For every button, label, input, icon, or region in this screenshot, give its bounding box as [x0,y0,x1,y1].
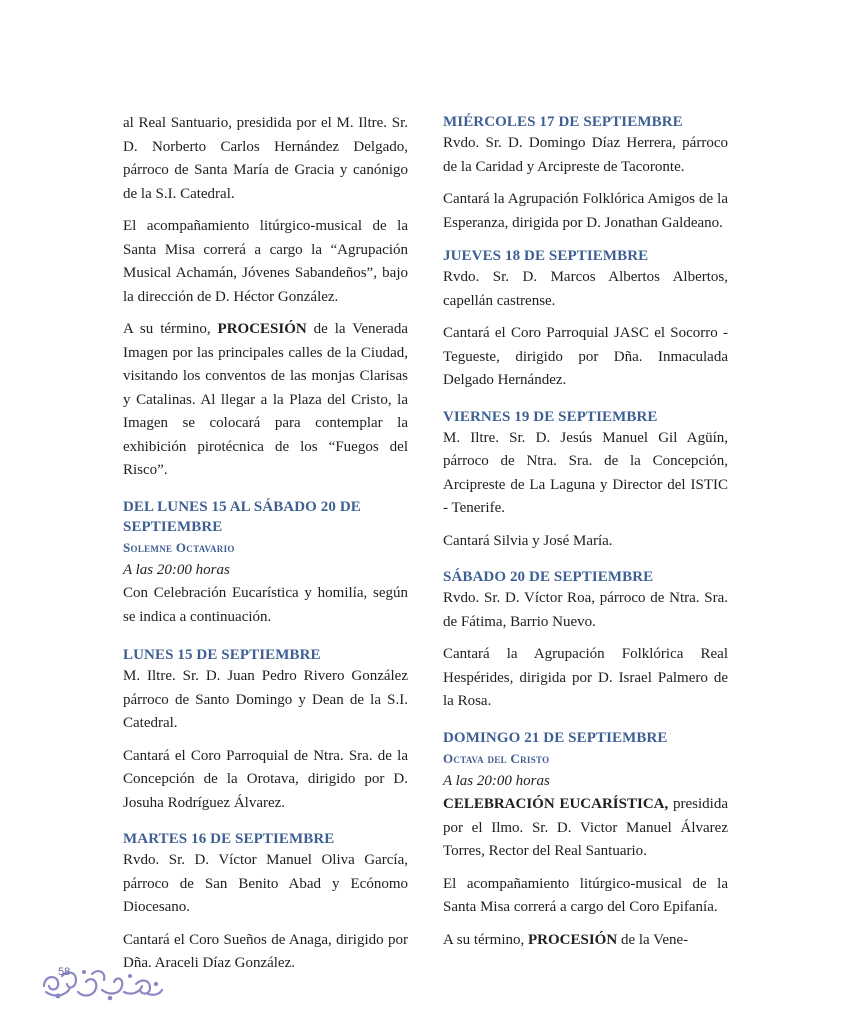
intro-procession-paragraph: A su término, PROCESIÓN de la Venerada Imagen por las principales calles de la Ciudad, visitando los conventos de las monjas Clarisas y Catalinas. Al llegar a la Plaza del Cristo, la Imagen se colocará para contemplar la exhibición pirotécnica de los “Fuegos del Risco”. [123,321,409,478]
octavario-heading: DEL LUNES 15 AL SÁBADO 20 DE SEPTIEMBRE [123,498,361,535]
martes-heading: MARTES 16 DE SEPTIEMBRE [123,831,335,847]
right-column [443,112,728,952]
page-number: 58 [58,966,71,978]
viernes-heading: VIERNES 19 DE SEPTIEMBRE [443,408,658,425]
jueves-heading: JUEVES 18 DE SEPTIEMBRE [443,248,649,264]
lunes-celebrant: M. Iltre. Sr. D. Juan Pedro Rivero González párroco de Santo Domingo y Dean de la S.I. Catedral. [123,668,408,731]
miercoles-choir: Cantará la Agrupación Folklórica Amigos de la Esperanza, dirigida por D. Jonathan Galdeano. [443,191,728,231]
miercoles-heading: MIÉRCOLES 17 DE SEPTIEMBRE [443,114,683,130]
martes-choir: Cantará el Coro Sueños de Anaga, dirigido por Dña. Araceli Díaz González. [123,931,408,971]
domingo-procession-bold: PROCESIÓN [528,931,618,948]
sabado-celebrant: Rvdo. Sr. D. Víctor Roa, párroco de Ntra. Sra. de Fátima, Barrio Nuevo. [443,590,728,630]
domingo-time: A las 20:00 horas [443,772,550,789]
lunes-heading: LUNES 15 DE SEPTIEMBRE [123,647,321,663]
domingo-heading: DOMINGO 21 DE SEPTIEMBRE [443,729,668,746]
domingo-celebration: CELEBRACIÓN EUCARÍSTICA, presidida por el Ilmo. Sr. D. Victor Manuel Álvarez Torres, Rector del Real Santuario. [443,796,728,859]
lunes-choir: Cantará el Coro Parroquial de Ntra. Sra. de la Concepción de la Orotava, dirigido por D. Josuha Rodríguez Álvarez. [123,747,408,811]
left-column [123,112,408,976]
jueves-choir: Cantará el Coro Parroquial JASC el Socorro - Tegueste, dirigido por Dña. Inmaculada Delgado Hernández. [443,325,728,388]
domingo-subheading: Octava del Cristo [443,750,550,766]
domingo-procession: A su término, PROCESIÓN de la Vene- [443,931,689,948]
jueves-celebrant: Rvdo. Sr. D. Marcos Albertos Albertos, capellán castrense. [443,269,728,309]
miercoles-celebrant: Rvdo. Sr. D. Domingo Díaz Herrera, párroco de la Caridad y Arcipreste de Tacoronte. [443,135,728,175]
octavario-subheading: Solemne Octavario [123,539,235,555]
octavario-text: Con Celebración Eucarística y homilía, según se indica a continuación. [123,585,408,625]
intro-music-paragraph: El acompañamiento litúrgico-musical de la Santa Misa correrá a cargo la “Agrupación Musical Achamán, Jóvenes Sabandeños”, bajo la dirección de D. Héctor González. [123,218,408,305]
sabado-choir: Cantará la Agrupación Folklórica Real Hespérides, dirigida por D. Israel Palmero de la Rosa. [443,646,728,709]
octavario-time: A las 20:00 horas [123,561,230,578]
sabado-heading: SÁBADO 20 DE SEPTIEMBRE [443,569,654,585]
domingo-music: El acompañamiento litúrgico-musical de la Santa Misa correrá a cargo del Coro Epifanía. [443,875,728,915]
viernes-choir: Cantará Silvia y José María. [443,532,613,549]
procession-bold: PROCESIÓN [217,321,307,337]
viernes-celebrant: M. Iltre. Sr. D. Jesús Manuel Gil Agüín, párroco de Ntra. Sra. de la Concepción, Arcipreste de La Laguna y Director del ISTIC - Tenerife. [443,429,728,516]
celebracion-bold: CELEBRACIÓN EUCARÍSTICA, [443,796,669,812]
martes-celebrant: Rvdo. Sr. D. Víctor Manuel Oliva García, párroco de San Benito Abad y Ecónomo Diocesano. [123,852,408,915]
intro-paragraph: al Real Santuario, presidida por el M. Iltre. Sr. D. Norberto Carlos Hernández Delgado, párroco de Santa María de Gracia y canónigo de la S.I. Catedral. [123,115,408,202]
